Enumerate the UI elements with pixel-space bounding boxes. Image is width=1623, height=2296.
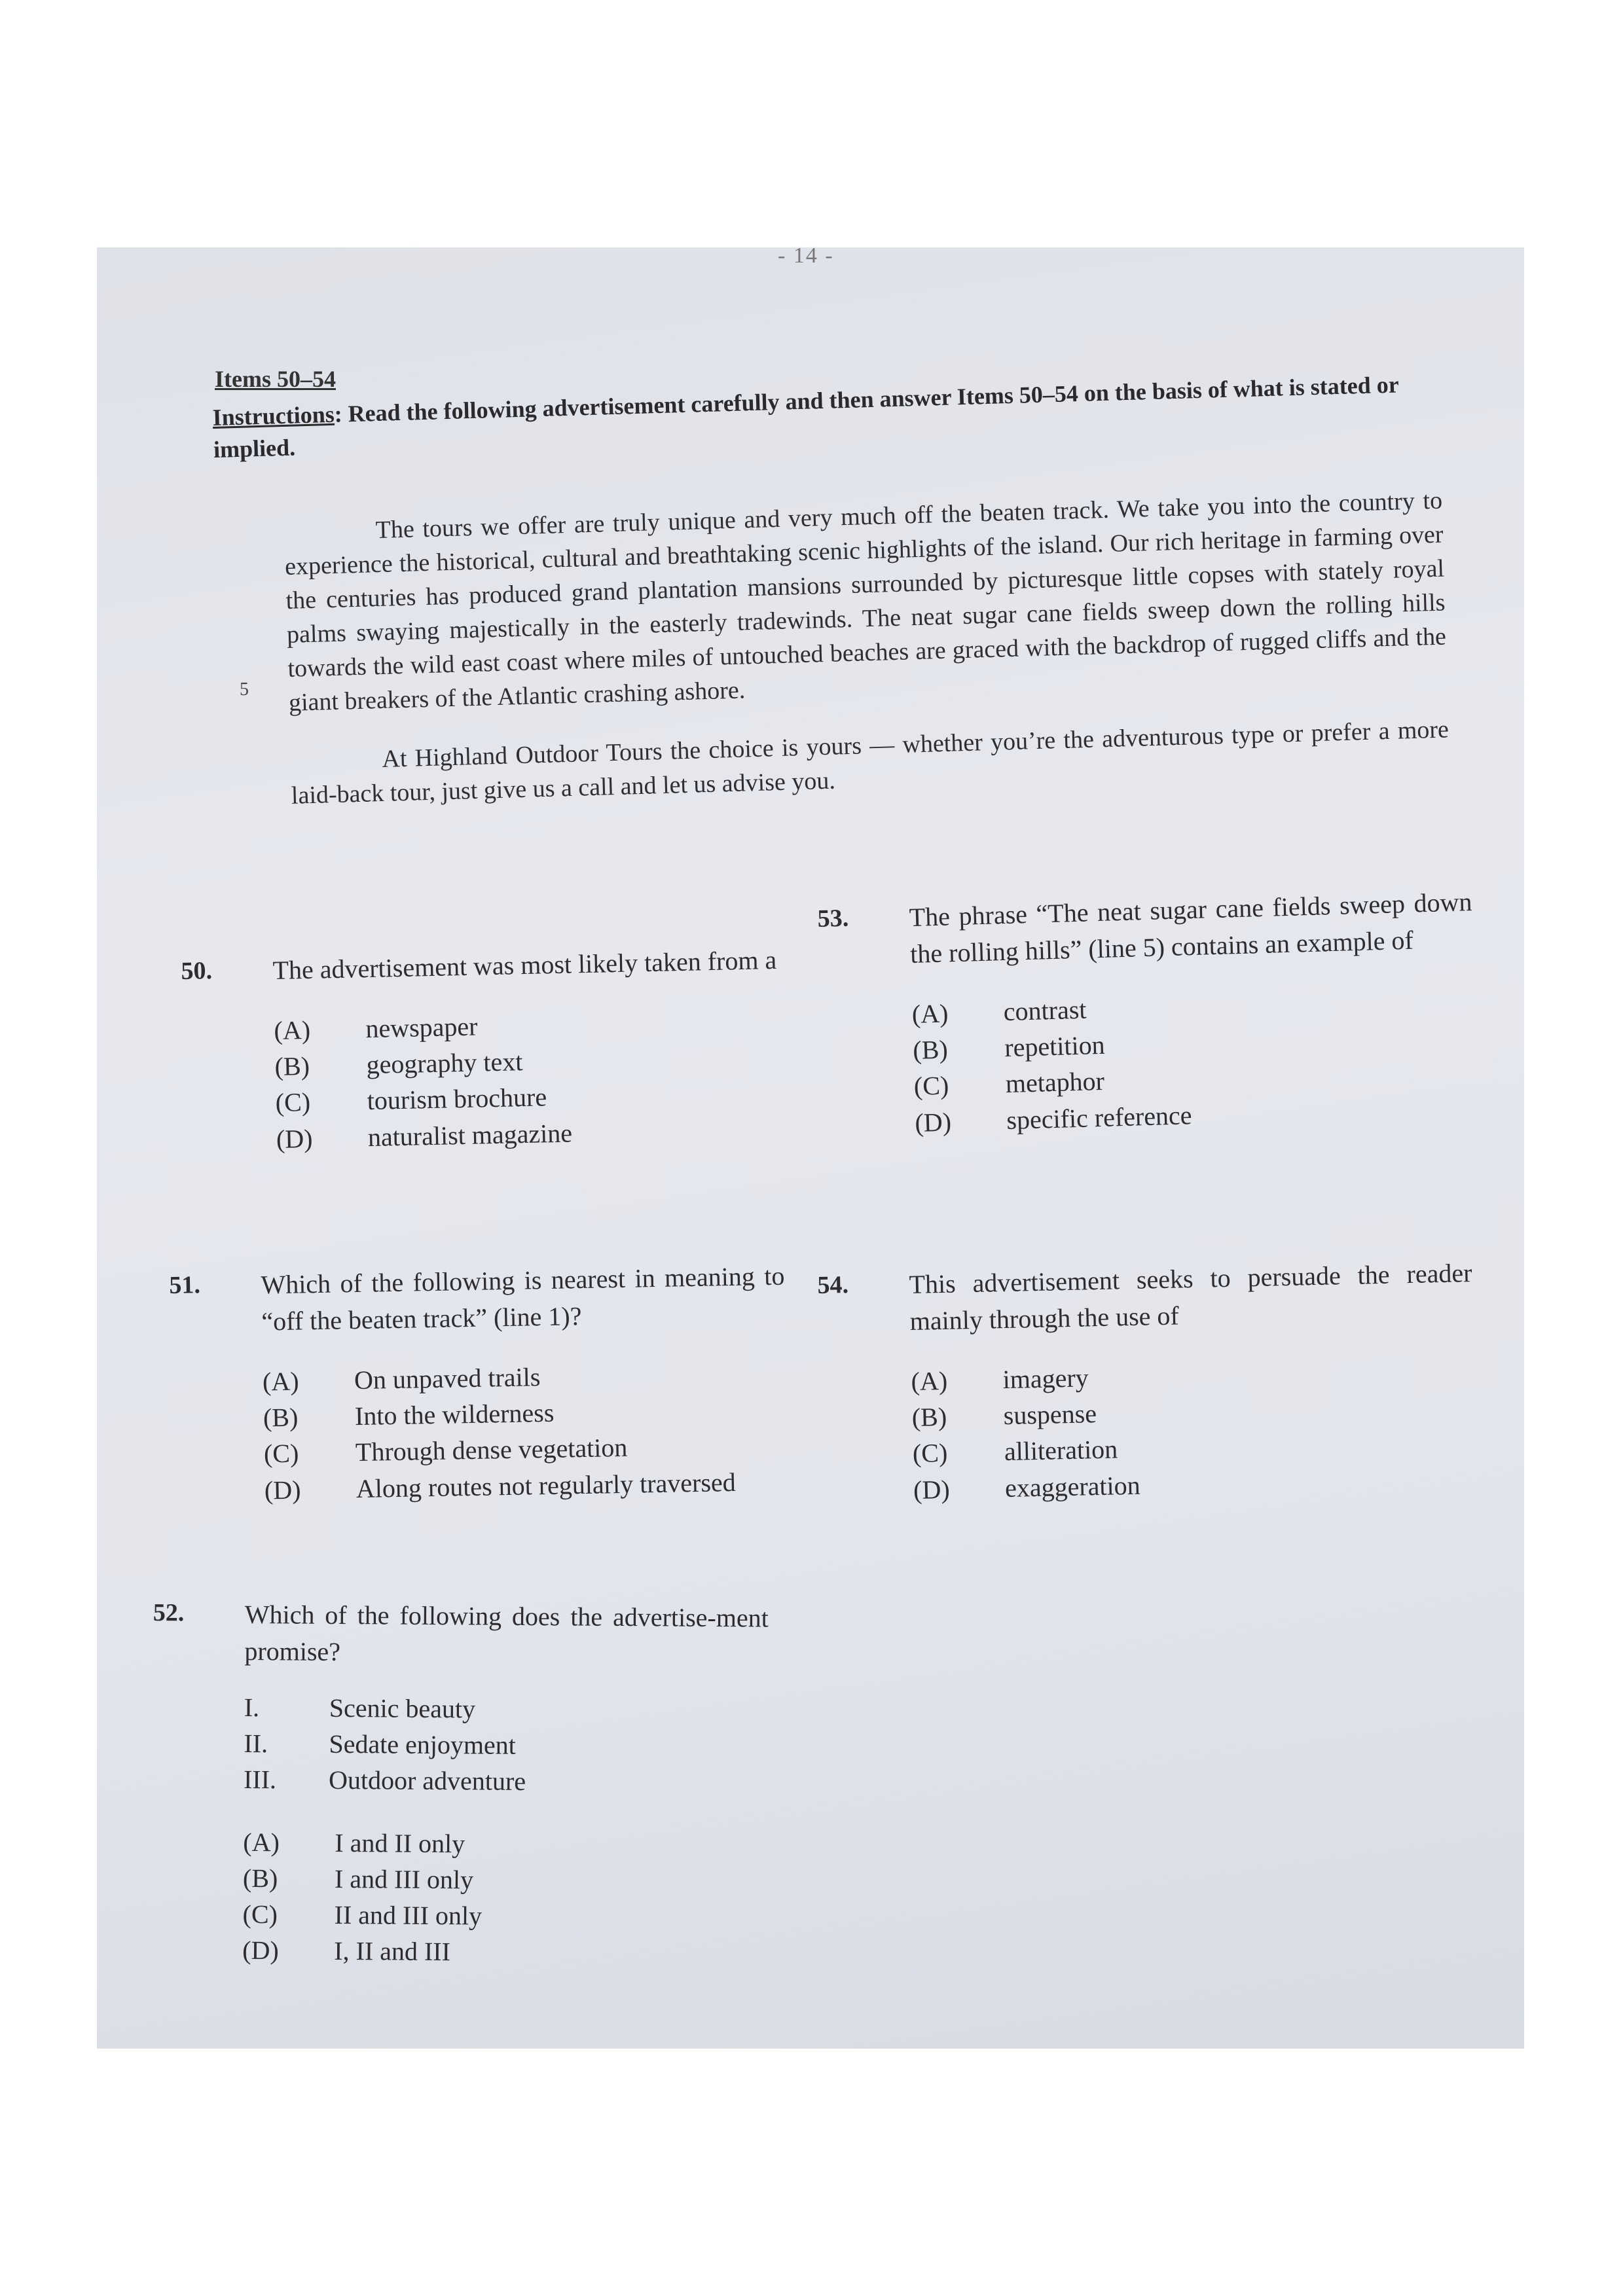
option-label: (B): [242, 1863, 278, 1893]
statement-1: [244, 1689, 768, 1729]
option-label: (D): [276, 1123, 313, 1154]
page-number: - 14 -: [778, 247, 834, 268]
question-53: [817, 884, 1478, 1143]
statement-label: III.: [243, 1765, 277, 1795]
option-text: contrast: [1003, 994, 1087, 1027]
option-list: [263, 1355, 789, 1509]
question-stem: The advertisement was most likely taken from a: [272, 944, 777, 986]
items-heading: Items 50–54: [215, 366, 336, 392]
option-list: [274, 1001, 800, 1157]
option-label: (A): [243, 1827, 280, 1857]
question-52: [151, 1596, 769, 1972]
instructions-text: : Read the following advertisement carefully and then answer Items 50–54 on the basis of what is stated or implied.: [213, 371, 1399, 463]
option-label: (A): [911, 1365, 948, 1397]
option-text: repetition: [1004, 1030, 1106, 1063]
option-text: exaggeration: [1004, 1470, 1141, 1503]
question-stem: Which of the following is nearest in meaning to “off the beaten track” (line 1)?: [261, 1261, 785, 1336]
option-a: [243, 1824, 767, 1864]
option-text: On unpaved trails: [354, 1362, 541, 1395]
option-text: geography text: [366, 1047, 523, 1080]
question-number: 52.: [153, 1599, 185, 1627]
question-number: 53.: [817, 904, 849, 933]
statement-label: I.: [244, 1692, 260, 1723]
option-text: Through dense vegetation: [355, 1433, 628, 1467]
passage-paragraph-2: At Highland Outdoor Tours the choice is yours — whether you’re the adventurous type or prefer a more laid-back tour, just give us a call and let us advise you.: [291, 715, 1450, 810]
question-number: 54.: [817, 1271, 849, 1299]
option-list: [911, 1352, 1476, 1508]
option-label: (B): [263, 1402, 299, 1433]
option-label: (B): [274, 1051, 310, 1082]
option-text: alliteration: [1004, 1434, 1118, 1467]
question-number: 51.: [169, 1271, 201, 1299]
option-label: (D): [264, 1475, 301, 1505]
passage-line-number: 5: [240, 679, 249, 700]
option-label: (B): [911, 1402, 947, 1433]
statement-3: [244, 1761, 767, 1801]
instructions-lead: Instructions: [212, 401, 335, 431]
option-text: specific reference: [1006, 1100, 1193, 1135]
option-label: (D): [914, 1106, 952, 1138]
option-label: (D): [913, 1474, 951, 1505]
statement-text: Scenic beauty: [329, 1693, 476, 1724]
option-c: [242, 1896, 766, 1936]
statement-text: Sedate enjoyment: [329, 1729, 517, 1761]
option-text: metaphor: [1005, 1066, 1105, 1099]
option-text: I, II and III: [334, 1936, 451, 1967]
question-number: 50.: [181, 957, 213, 985]
option-label: (C): [912, 1438, 948, 1469]
question-stem: This advertisement seeks to persuade the reader mainly through the use of: [909, 1258, 1472, 1336]
question-51: [169, 1258, 788, 1510]
exam-page: [97, 247, 1524, 2049]
option-text: Along routes not regularly traversed: [356, 1467, 737, 1503]
instructions: [212, 368, 1444, 466]
option-list: [911, 980, 1478, 1141]
option-text: newspaper: [365, 1011, 478, 1044]
option-text: tourism brochure: [367, 1082, 547, 1116]
option-text: II and III only: [334, 1899, 483, 1931]
option-b: [243, 1860, 767, 1900]
option-list: [242, 1824, 767, 1972]
advertisement-passage: [283, 484, 1451, 838]
option-text: imagery: [1002, 1363, 1089, 1395]
statement-text: Outdoor adventure: [328, 1765, 526, 1797]
option-label: (C): [242, 1899, 278, 1929]
option-label: (C): [263, 1438, 299, 1469]
option-text: naturalist magazine: [367, 1118, 573, 1152]
statement-2: [244, 1725, 767, 1765]
option-text: suspense: [1003, 1399, 1097, 1431]
option-label: (C): [913, 1070, 949, 1102]
option-label: (B): [912, 1034, 949, 1066]
passage-paragraph-1: The tours we offer are truly unique and very much off the beaten track. We take you into the country to experience the historical, cultural and breathtaking scenic highlights of the island. Our rich heritage in farming over the centuries has produced grand plantation mansions surrounded by picturesque little copses with stately royal palms swaying majestically in the easterly tradewinds. The neat sugar cane fields sweep down the rolling hills towards the wild east coast where miles of untouched beaches are graced with the backdrop of rugged cliffs and the giant breakers of the Atlantic crashing ashore.: [284, 486, 1447, 717]
option-label: (A): [262, 1366, 299, 1397]
option-label: (A): [911, 998, 949, 1030]
question-stem: Which of the following does the advertise-ment promise?: [244, 1599, 769, 1666]
option-text: I and III only: [334, 1863, 474, 1895]
option-label: (C): [275, 1087, 311, 1118]
option-d: [242, 1932, 766, 1972]
statement-label: II.: [244, 1729, 268, 1759]
question-50: [181, 941, 800, 1158]
option-label: (D): [242, 1935, 279, 1965]
option-label: (A): [274, 1014, 311, 1046]
option-text: Into the wilderness: [354, 1397, 555, 1431]
question-stem: The phrase “The neat sugar cane fields sweep down the rolling hills” (line 5) contains an example of: [909, 887, 1473, 969]
question-54: [817, 1255, 1477, 1510]
statement-list: [244, 1689, 768, 1801]
option-text: I and II only: [335, 1827, 465, 1858]
